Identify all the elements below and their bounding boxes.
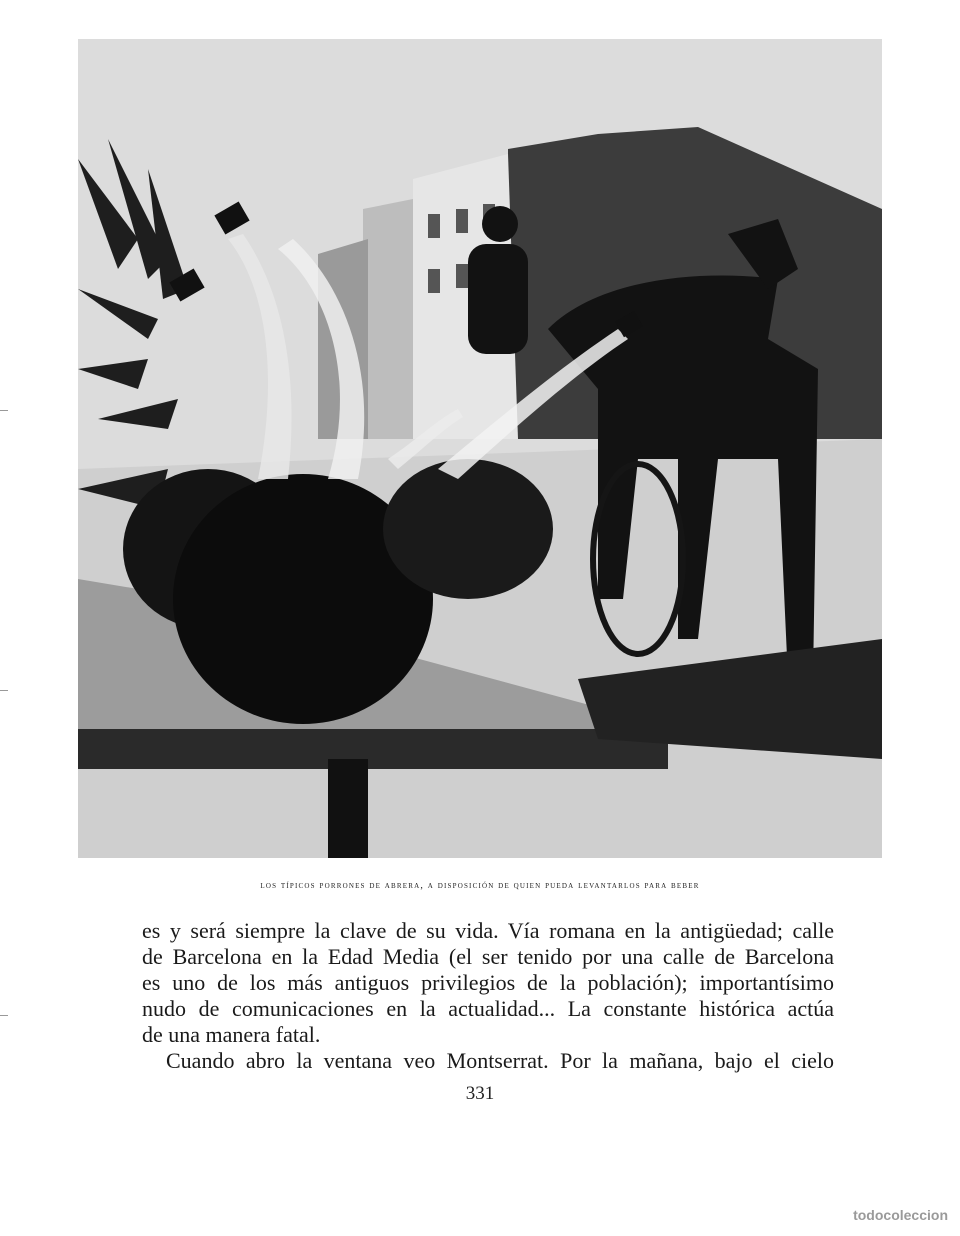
text-line: de Barcelona en la Edad Media (el ser tenido por una calle de Barcelona	[142, 944, 834, 969]
text-line: Cuando abro la ventana veo Montserrat. Por la mañana, bajo el cielo	[166, 1048, 834, 1073]
text-line: de una manera fatal.	[142, 1022, 321, 1047]
text-line: es y será siempre la clave de su vida. Vía romana en la antigüedad; calle	[142, 918, 834, 943]
page-number: 331	[465, 1083, 495, 1104]
scan-mark	[0, 690, 8, 691]
photo-caption: los típicos porrones de abrera, a disposición de quien pueda levantarlos para beber	[260, 880, 700, 891]
text-line: nudo de comunicaciones en la actualidad... La constante histórica actúa	[142, 996, 834, 1021]
photograph-porrones	[78, 39, 882, 858]
watermark: todocoleccion	[853, 1207, 948, 1223]
scan-mark	[0, 410, 8, 411]
paragraph	[142, 918, 834, 1048]
scan-mark	[0, 1015, 8, 1016]
text-line: es uno de los más antiguos privilegios de la población); importantísimo	[142, 970, 834, 995]
paragraph	[142, 1048, 834, 1074]
body-text	[142, 918, 834, 1074]
